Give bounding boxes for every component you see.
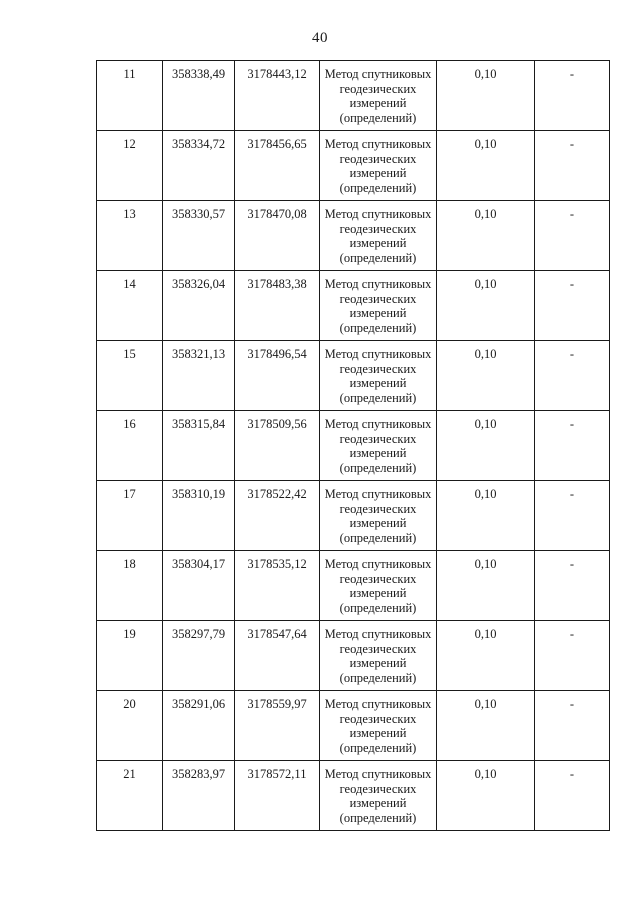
x-coordinate-cell: 358338,49 bbox=[163, 61, 235, 131]
method-line: Метод спутниковых bbox=[324, 487, 432, 501]
method-line: Метод спутниковых bbox=[324, 67, 432, 81]
method-cell bbox=[320, 761, 437, 831]
x-coordinate-cell: 358334,72 bbox=[163, 131, 235, 201]
method-cell bbox=[320, 341, 437, 411]
method-line: Метод спутниковых bbox=[324, 137, 432, 151]
accuracy-cell: 0,10 bbox=[437, 341, 535, 411]
method-line: (определений) bbox=[339, 390, 417, 405]
method-line: измерений bbox=[349, 586, 407, 600]
method-line: Метод спутниковых bbox=[324, 767, 432, 781]
y-coordinate-cell: 3178572,11 bbox=[235, 761, 320, 831]
method-line: (определений) bbox=[339, 320, 417, 335]
method-line: (определений) bbox=[339, 740, 417, 755]
point-number-cell: 16 bbox=[97, 411, 163, 481]
method-cell bbox=[320, 621, 437, 691]
x-coordinate-cell: 358297,79 bbox=[163, 621, 235, 691]
method-line: измерений bbox=[349, 236, 407, 250]
y-coordinate-cell: 3178522,42 bbox=[235, 481, 320, 551]
method-cell bbox=[320, 131, 437, 201]
accuracy-cell: 0,10 bbox=[437, 201, 535, 271]
method-line: геодезических bbox=[339, 571, 417, 586]
method-line: геодезических bbox=[339, 431, 417, 446]
method-line: измерений bbox=[349, 446, 407, 460]
method-line: геодезических bbox=[339, 641, 417, 656]
description-cell: - bbox=[535, 411, 610, 481]
description-cell: - bbox=[535, 271, 610, 341]
y-coordinate-cell: 3178443,12 bbox=[235, 61, 320, 131]
method-line: Метод спутниковых bbox=[324, 627, 432, 641]
table-body bbox=[97, 61, 610, 831]
method-line: геодезических bbox=[339, 81, 417, 96]
method-cell bbox=[320, 691, 437, 761]
description-cell: - bbox=[535, 61, 610, 131]
table-row bbox=[97, 61, 610, 131]
method-cell bbox=[320, 481, 437, 551]
method-line: геодезических bbox=[339, 291, 417, 306]
method-line: измерений bbox=[349, 306, 407, 320]
description-cell: - bbox=[535, 481, 610, 551]
table-row bbox=[97, 411, 610, 481]
method-line: Метод спутниковых bbox=[324, 207, 432, 221]
method-line: геодезических bbox=[339, 711, 417, 726]
y-coordinate-cell: 3178496,54 bbox=[235, 341, 320, 411]
table-row bbox=[97, 341, 610, 411]
accuracy-cell: 0,10 bbox=[437, 621, 535, 691]
table-row bbox=[97, 551, 610, 621]
x-coordinate-cell: 358291,06 bbox=[163, 691, 235, 761]
point-number-cell: 15 bbox=[97, 341, 163, 411]
table-row bbox=[97, 621, 610, 691]
method-line: Метод спутниковых bbox=[324, 557, 432, 571]
point-number-cell: 20 bbox=[97, 691, 163, 761]
x-coordinate-cell: 358283,97 bbox=[163, 761, 235, 831]
accuracy-cell: 0,10 bbox=[437, 691, 535, 761]
y-coordinate-cell: 3178456,65 bbox=[235, 131, 320, 201]
method-line: Метод спутниковых bbox=[324, 697, 432, 711]
point-number-cell: 14 bbox=[97, 271, 163, 341]
y-coordinate-cell: 3178535,12 bbox=[235, 551, 320, 621]
point-number-cell: 12 bbox=[97, 131, 163, 201]
y-coordinate-cell: 3178470,08 bbox=[235, 201, 320, 271]
point-number-cell: 18 bbox=[97, 551, 163, 621]
method-line: измерений bbox=[349, 656, 407, 670]
method-line: (определений) bbox=[339, 460, 417, 475]
table-row bbox=[97, 271, 610, 341]
method-line: (определений) bbox=[339, 600, 417, 615]
method-line: измерений bbox=[349, 96, 407, 110]
accuracy-cell: 0,10 bbox=[437, 481, 535, 551]
table-row bbox=[97, 481, 610, 551]
point-number-cell: 13 bbox=[97, 201, 163, 271]
accuracy-cell: 0,10 bbox=[437, 131, 535, 201]
method-line: измерений bbox=[349, 516, 407, 530]
method-line: (определений) bbox=[339, 250, 417, 265]
x-coordinate-cell: 358330,57 bbox=[163, 201, 235, 271]
x-coordinate-cell: 358304,17 bbox=[163, 551, 235, 621]
method-line: (определений) bbox=[339, 110, 417, 125]
description-cell: - bbox=[535, 551, 610, 621]
method-cell bbox=[320, 551, 437, 621]
accuracy-cell: 0,10 bbox=[437, 61, 535, 131]
method-line: геодезических bbox=[339, 361, 417, 376]
method-line: Метод спутниковых bbox=[324, 417, 432, 431]
method-line: (определений) bbox=[339, 180, 417, 195]
description-cell: - bbox=[535, 621, 610, 691]
description-cell: - bbox=[535, 131, 610, 201]
accuracy-cell: 0,10 bbox=[437, 551, 535, 621]
method-line: (определений) bbox=[339, 810, 417, 825]
x-coordinate-cell: 358315,84 bbox=[163, 411, 235, 481]
x-coordinate-cell: 358326,04 bbox=[163, 271, 235, 341]
description-cell: - bbox=[535, 341, 610, 411]
y-coordinate-cell: 3178547,64 bbox=[235, 621, 320, 691]
table-row bbox=[97, 201, 610, 271]
method-line: геодезических bbox=[339, 781, 417, 796]
point-number-cell: 19 bbox=[97, 621, 163, 691]
method-line: Метод спутниковых bbox=[324, 347, 432, 361]
y-coordinate-cell: 3178509,56 bbox=[235, 411, 320, 481]
method-line: измерений bbox=[349, 166, 407, 180]
method-cell bbox=[320, 411, 437, 481]
description-cell: - bbox=[535, 201, 610, 271]
table-row bbox=[97, 691, 610, 761]
accuracy-cell: 0,10 bbox=[437, 411, 535, 481]
method-line: измерений bbox=[349, 376, 407, 390]
method-line: геодезических bbox=[339, 151, 417, 166]
method-line: (определений) bbox=[339, 530, 417, 545]
method-line: геодезических bbox=[339, 221, 417, 236]
point-number-cell: 21 bbox=[97, 761, 163, 831]
method-cell bbox=[320, 201, 437, 271]
x-coordinate-cell: 358310,19 bbox=[163, 481, 235, 551]
point-number-cell: 11 bbox=[97, 61, 163, 131]
method-line: измерений bbox=[349, 726, 407, 740]
y-coordinate-cell: 3178483,38 bbox=[235, 271, 320, 341]
table-row bbox=[97, 131, 610, 201]
method-line: Метод спутниковых bbox=[324, 277, 432, 291]
method-line: измерений bbox=[349, 796, 407, 810]
coordinates-table bbox=[96, 60, 610, 831]
method-cell bbox=[320, 61, 437, 131]
method-line: геодезических bbox=[339, 501, 417, 516]
method-line: (определений) bbox=[339, 670, 417, 685]
y-coordinate-cell: 3178559,97 bbox=[235, 691, 320, 761]
method-cell bbox=[320, 271, 437, 341]
point-number-cell: 17 bbox=[97, 481, 163, 551]
table-row bbox=[97, 761, 610, 831]
accuracy-cell: 0,10 bbox=[437, 761, 535, 831]
description-cell: - bbox=[535, 761, 610, 831]
accuracy-cell: 0,10 bbox=[437, 271, 535, 341]
x-coordinate-cell: 358321,13 bbox=[163, 341, 235, 411]
description-cell: - bbox=[535, 691, 610, 761]
page-number: 40 bbox=[312, 30, 328, 46]
